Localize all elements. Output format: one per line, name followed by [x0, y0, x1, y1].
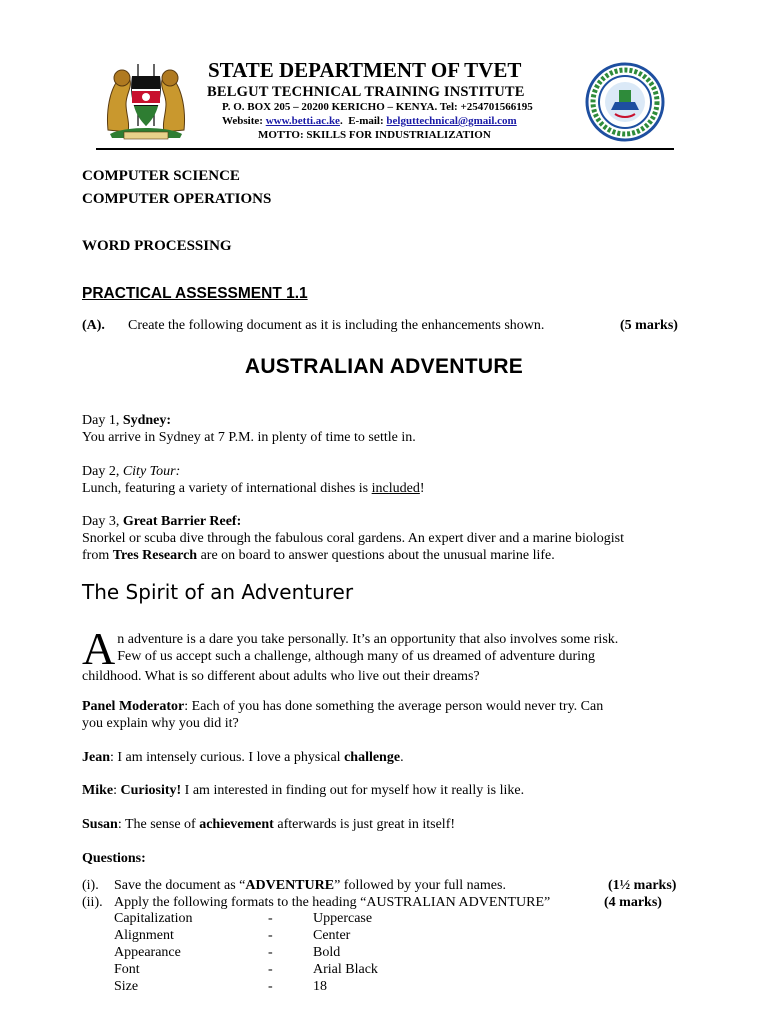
drop-cap: A	[82, 623, 116, 674]
task-text: Create the following document as it is including the enhancements shown.	[128, 318, 545, 333]
jean-line: Jean: I am intensely curious. I love a physical challenge.	[82, 750, 404, 765]
header-address: P. O. BOX 205 – 20200 KERICHO – KENYA. Tel: +254701566195	[222, 101, 533, 113]
question-2-text: Apply the following formats to the heading “AUSTRALIAN ADVENTURE”	[114, 895, 551, 910]
format-table	[114, 911, 378, 996]
day-2-heading: Day 2, City Tour:	[82, 464, 181, 479]
course-line-1: COMPUTER SCIENCE	[82, 168, 240, 184]
day-1-text: You arrive in Sydney at 7 P.M. in plenty of time to settle in.	[82, 430, 416, 445]
header-motto: MOTTO: SKILLS FOR INDUSTRIALIZATION	[258, 129, 491, 141]
mike-line: Mike: Curiosity! I am interested in finding out for myself how it really is like.	[82, 783, 525, 798]
header-divider	[96, 148, 674, 150]
assessment-title: PRACTICAL ASSESSMENT 1.1	[82, 285, 308, 302]
format-row: Appearance - Bold	[114, 945, 341, 960]
intro-paragraph: A n adventure is a dare you take personally. It’s an opportunity that also involves some risk. Few of us accept such a challenge, although many of us dreamed of adventure during childhood. What is so different about adults who live out their dreams?	[82, 623, 619, 684]
question-1-num: (i).	[82, 878, 99, 893]
task-marks: (5 marks)	[620, 318, 678, 333]
header-institute: BELGUT TECHNICAL TRAINING INSTITUTE	[207, 84, 525, 100]
format-row: Alignment - Center	[114, 928, 351, 943]
course-line-2: COMPUTER OPERATIONS	[82, 191, 272, 207]
email-link[interactable]: belguttechnical@gmail.com	[386, 115, 517, 127]
website-link[interactable]: www.betti.ac.ke	[265, 115, 340, 127]
format-row: Font - Arial Black	[114, 962, 378, 977]
moderator-paragraph: Panel Moderator: Each of you has done something the average person would never try. Can you explain why you did it?	[82, 699, 604, 731]
day-2-text: Lunch, featuring a variety of international dishes is included!	[82, 481, 425, 496]
task-label: (A).	[82, 318, 105, 333]
day-3-line-2: from Tres Research are on board to answer questions about the unusual marine life.	[82, 548, 555, 563]
day-3-line-1: Snorkel or scuba dive through the fabulous coral gardens. An expert diver and a marine biologist	[82, 531, 624, 546]
question-1-text: Save the document as “ADVENTURE” followed by your full names.	[114, 878, 506, 893]
format-row: Capitalization - Uppercase	[114, 911, 373, 926]
document-heading: AUSTRALIAN ADVENTURE	[244, 355, 524, 378]
institute-seal-icon	[585, 62, 665, 142]
website-label: Website:	[222, 115, 263, 127]
kenya-coat-of-arms-icon	[100, 60, 192, 142]
header-title: STATE DEPARTMENT OF TVET	[208, 58, 522, 82]
day-3-heading: Day 3, Great Barrier Reef:	[82, 514, 242, 529]
day-1-heading: Day 1, Sydney:	[82, 413, 172, 428]
spirit-heading: The Spirit of an Adventurer	[82, 580, 354, 604]
question-2-num: (ii).	[82, 895, 103, 910]
question-1-marks: (1½ marks)	[608, 878, 677, 893]
question-2-marks: (4 marks)	[604, 895, 662, 910]
format-row: Size - 18	[114, 979, 327, 994]
course-line-3: WORD PROCESSING	[82, 238, 232, 254]
email-label: E-mail:	[348, 115, 384, 127]
header-contacts: Website: www.betti.ac.ke. E-mail: belguttechnical@gmail.com	[222, 115, 517, 127]
susan-line: Susan: The sense of achievement afterwards is just great in itself!	[82, 817, 456, 832]
questions-title: Questions:	[82, 851, 146, 866]
